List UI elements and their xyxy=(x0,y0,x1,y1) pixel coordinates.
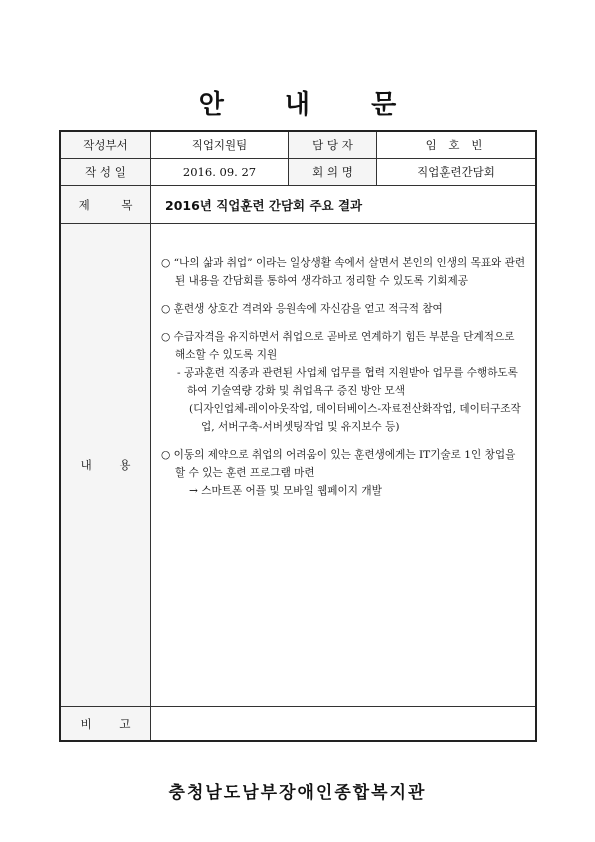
sub-bullet-app-development: → 스마트폰 어플 및 모바일 웹페이지 개발 xyxy=(189,485,382,497)
organization-name: 충청남도남부장애인종합복지관 xyxy=(168,783,427,803)
row-content xyxy=(61,224,535,707)
bullet-mutual-encouragement: ○ 훈련생 상호간 격려와 응원속에 자신감을 얻고 적극적 참여 xyxy=(161,303,443,315)
meeting-value: 직업훈련간담회 xyxy=(376,159,535,185)
row-subject xyxy=(61,186,535,224)
sub-bullet-business-cooperation: - 공과훈련 직종과 관련된 사업체 업무를 협력 지원받아 업무를 수행하도록 하여 기술역량 강화 및 취업욕구 증진 방안 모색 xyxy=(177,367,518,397)
manager-value: 임 호 빈 xyxy=(376,132,535,158)
bullet-it-startup-program: ○ 이동의 제약으로 취업의 어려움이 있는 훈련생에게는 IT기술로 1인 창업을 할 수 있는 훈련 프로그램 마련 xyxy=(161,449,516,479)
remarks-label: 비 고 xyxy=(61,707,150,740)
dept-label: 작성부서 xyxy=(61,132,150,158)
row-department xyxy=(61,132,535,159)
manager-label: 담 당 자 xyxy=(288,132,376,158)
meeting-label: 회 의 명 xyxy=(288,159,376,185)
row-date xyxy=(61,159,535,186)
subject-value: 2016년 직업훈련 간담회 주요 결과 xyxy=(150,186,535,223)
content-label: 내 용 xyxy=(61,224,150,706)
remarks-value xyxy=(150,707,535,740)
notice-form xyxy=(59,130,537,742)
date-value: 2016. 09. 27 xyxy=(150,159,288,185)
bullet-life-and-work: ○ “나의 삶과 취업” 이라는 일상생활 속에서 살면서 본인의 인생의 목표와 관련된 내용을 간담회를 통하여 생각하고 정리할 수 있도록 기회제공 xyxy=(161,257,526,287)
content-body xyxy=(150,224,535,706)
row-remarks xyxy=(61,707,535,740)
detail-work-examples: (디자인업체-레이아웃작업, 데이터베이스-자료전산화작업, 데이터구조작업, 서버구축-서버셋팅작업 및 유지보수 등) xyxy=(189,403,521,433)
date-label: 작 성 일 xyxy=(61,159,150,185)
bullet-staged-employment-support: ○ 수급자격을 유지하면서 취업으로 곧바로 연계하기 힘든 부분을 단계적으로 해소할 수 있도록 지원 xyxy=(161,331,515,361)
subject-label: 제 목 xyxy=(61,186,150,223)
dept-value: 직업지원팀 xyxy=(150,132,288,158)
document-title: 안 내 문 xyxy=(198,90,423,120)
